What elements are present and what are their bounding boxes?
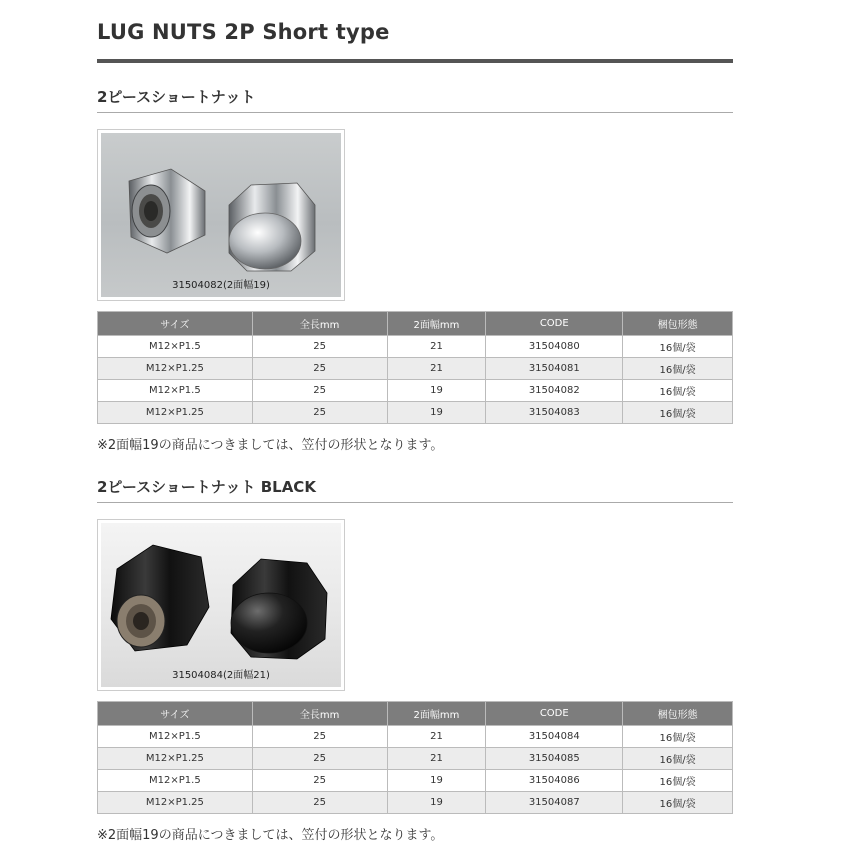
cell-length: 25 <box>252 770 387 792</box>
cell-width: 19 <box>387 792 486 814</box>
table-row <box>98 380 733 402</box>
table-row <box>98 726 733 748</box>
header-width: 2面幅mm <box>387 312 486 336</box>
cell-packaging: 16個/袋 <box>623 748 733 770</box>
header-length: 全長mm <box>252 702 387 726</box>
header-code: CODE <box>486 312 623 336</box>
black-lug-nuts-image <box>101 523 341 687</box>
cell-width: 21 <box>387 336 486 358</box>
product-photo-chrome <box>97 129 345 301</box>
cell-packaging: 16個/袋 <box>623 336 733 358</box>
section-note: ※2面幅19の商品につきましては、笠付の形状となります。 <box>97 828 444 843</box>
header-length: 全長mm <box>252 312 387 336</box>
cell-size: M12×P1.5 <box>98 770 253 792</box>
header-size: サイズ <box>98 312 253 336</box>
cell-size: M12×P1.25 <box>98 358 253 380</box>
table-row <box>98 792 733 814</box>
cell-packaging: 16個/袋 <box>623 792 733 814</box>
cell-code: 31504082 <box>486 380 623 402</box>
cell-width: 19 <box>387 402 486 424</box>
section-rule <box>97 502 733 503</box>
spec-table-black <box>97 701 733 814</box>
header-width: 2面幅mm <box>387 702 486 726</box>
table-row <box>98 402 733 424</box>
table-row <box>98 336 733 358</box>
cell-length: 25 <box>252 402 387 424</box>
section-title-chrome: 2ピースショートナット <box>97 88 256 106</box>
cell-length: 25 <box>252 336 387 358</box>
photo-caption: 31504084(2面幅21) <box>172 670 270 681</box>
header-packaging: 梱包形態 <box>623 702 733 726</box>
cell-packaging: 16個/袋 <box>623 380 733 402</box>
cell-width: 19 <box>387 770 486 792</box>
cell-size: M12×P1.25 <box>98 792 253 814</box>
cell-size: M12×P1.25 <box>98 402 253 424</box>
cell-size: M12×P1.5 <box>98 380 253 402</box>
table-header-row <box>98 702 733 726</box>
header-code: CODE <box>486 702 623 726</box>
table-header-row <box>98 312 733 336</box>
cell-size: M12×P1.5 <box>98 336 253 358</box>
cell-width: 21 <box>387 748 486 770</box>
table-row <box>98 358 733 380</box>
cell-packaging: 16個/袋 <box>623 770 733 792</box>
cell-code: 31504083 <box>486 402 623 424</box>
cell-code: 31504087 <box>486 792 623 814</box>
spec-table-chrome <box>97 311 733 424</box>
cell-width: 21 <box>387 726 486 748</box>
header-size: サイズ <box>98 702 253 726</box>
cell-width: 21 <box>387 358 486 380</box>
cell-size: M12×P1.5 <box>98 726 253 748</box>
page-title: LUG NUTS 2P Short type <box>97 20 390 44</box>
title-rule <box>97 59 733 63</box>
photo-caption: 31504082(2面幅19) <box>172 280 270 291</box>
cell-code: 31504080 <box>486 336 623 358</box>
cell-length: 25 <box>252 380 387 402</box>
cell-length: 25 <box>252 726 387 748</box>
cell-packaging: 16個/袋 <box>623 726 733 748</box>
cell-size: M12×P1.25 <box>98 748 253 770</box>
product-photo-black <box>97 519 345 691</box>
cell-width: 19 <box>387 380 486 402</box>
cell-length: 25 <box>252 792 387 814</box>
header-packaging: 梱包形態 <box>623 312 733 336</box>
cell-length: 25 <box>252 358 387 380</box>
cell-code: 31504081 <box>486 358 623 380</box>
section-note: ※2面幅19の商品につきましては、笠付の形状となります。 <box>97 438 444 453</box>
cell-packaging: 16個/袋 <box>623 402 733 424</box>
table-row <box>98 770 733 792</box>
table-row <box>98 748 733 770</box>
cell-code: 31504086 <box>486 770 623 792</box>
cell-code: 31504085 <box>486 748 623 770</box>
cell-packaging: 16個/袋 <box>623 358 733 380</box>
cell-code: 31504084 <box>486 726 623 748</box>
section-rule <box>97 112 733 113</box>
section-title-black: 2ピースショートナット BLACK <box>97 478 316 496</box>
cell-length: 25 <box>252 748 387 770</box>
chrome-lug-nuts-image <box>101 133 341 297</box>
